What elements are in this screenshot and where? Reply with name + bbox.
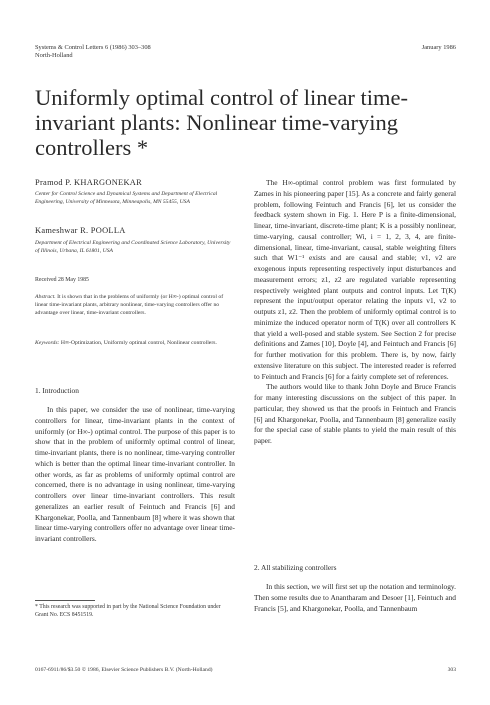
abstract-text: It is shown that in the problems of uniformly (or H∞-) optimal control of linear time-invariant plants, arbitrary nonlinear, time-varying controllers offer no advantage over linear, time-invariant controllers. — [35, 294, 224, 316]
author-affiliation: Department of Electrical Engineering and Coordinated Science Laboratory, University of Illinois, Urbana, IL 61801, USA — [35, 240, 231, 255]
keywords-text: H∞-Optimization, Uniformly optimal control, Nonlinear controllers. — [60, 340, 217, 346]
keywords-label: Keywords: — [35, 340, 60, 346]
author-name: Pramod P. KHARGONEKAR — [35, 178, 143, 187]
section2-body — [254, 582, 456, 614]
keywords — [35, 340, 235, 348]
intro-body — [35, 405, 235, 545]
footnote: * This research was supported in part by the National Science Foundation under Grant No. ECS 8451519. — [35, 604, 221, 618]
footnote-rule — [35, 600, 95, 601]
paragraph: In this section, we will first set up the notation and terminology. Then some results due to Anantharam and Desoer [1], Feintuch and Francis [5], and Khargonekar, Poolla, and Tannenbaum — [254, 582, 456, 613]
author-affiliation: Center for Control Science and Dynamical Systems and Department of Electrical Engineering, University of Minnesota, Minneapolis, MN 55455, USA — [35, 191, 218, 206]
abstract — [35, 294, 235, 318]
paragraph: The authors would like to thank John Doyle and Bruce Francis for many interesting discussions on the subject of this paper. In particular, they showed us that the proofs in Feintuch and Francis [6] and Khargonekar, Poolla, and Tannenbaum [8] generalize easily for the special case of stable plants to yield the main result of this paper. — [254, 382, 456, 445]
publisher-name: North-Holland — [35, 52, 73, 59]
page-number: 303 — [447, 667, 456, 673]
issue-date: January 1986 — [421, 44, 456, 51]
author-name: Kameshwar R. POOLLA — [35, 226, 126, 235]
paper-title: Uniformly optimal control of linear time-invariant plants: Nonlinear time-varying controllers * — [35, 85, 409, 160]
section-heading: 2. All stabilizing controllers — [254, 563, 337, 572]
running-header-left — [35, 44, 151, 60]
abstract-label: Abstract. — [35, 294, 56, 300]
journal-citation: Systems & Control Letters 6 (1986) 303–308 — [35, 44, 151, 51]
paragraph: In this paper, we consider the use of nonlinear, time-varying controllers for linear, time-invariant plants in the context of uniformly (or H∞-) optimal control. The purpose of this paper is to show that in the problem of uniformly optimal control of linear, time-invariant plants, there is no nonlinear, time-varying controller which is better than the optimal linear time-invariant controller. In other words, as far as problems of uniformly optimal control are concerned, there is no advantage in using nonlinear, time-varying controllers over linear time-invariant controllers. This result generalizes an earlier result of Feintuch and Francis [6] and Khargonekar, Poolla, and Tannenbaum [8] where it was shown that linear time-varying controllers offer no advantage over linear time-invariant controllers. — [35, 405, 235, 543]
copyright-line: 0167-6911/86/$3.50 © 1986, Elsevier Science Publishers B.V. (North-Holland) — [35, 667, 213, 673]
right-column-body — [254, 178, 456, 447]
received-date: Received 28 May 1985 — [35, 277, 89, 283]
paragraph: The H∞-optimal control problem was first formulated by Zames in his pioneering paper [15]. As a concrete and fairly general problem, following Feintuch and Francis [6], let us consider the feedback system shown in Fig. 1. Here P is a finite-dimensional, linear, time-invariant, discrete-time plant; K is a possibly nonlinear, time-varying, causal controller; Wi, i = 1, 2, 3, 4, are finite-dimensional, linear, time-invariant, causal, stable weighting filters such that W1⁻¹ exists and are causal and stable; v1, v2 are exogenous inputs representing respectively input disturbances and measurement errors; z1, z2 are regulated variable representing respectively weighted plant outputs and control inputs. Let T(K) represent the input/output operator relating the inputs v1, v2 to outputs z1, z2. Then the problem of uniformly optimal control is to minimize the induced operator norm of T(K) over all controllers K that yield a well-posed and stable system. See Section 2 for precise definitions and Zames [10], Doyle [4], and Feintuch and Francis [6] for further motivation for this problem. There is, by now, fairly extensive literature on this subject. The interested reader is referred to Feintuch and Francis [6] for a fairly complete set of references. — [254, 178, 456, 381]
section-heading: 1. Introduction — [35, 386, 79, 395]
